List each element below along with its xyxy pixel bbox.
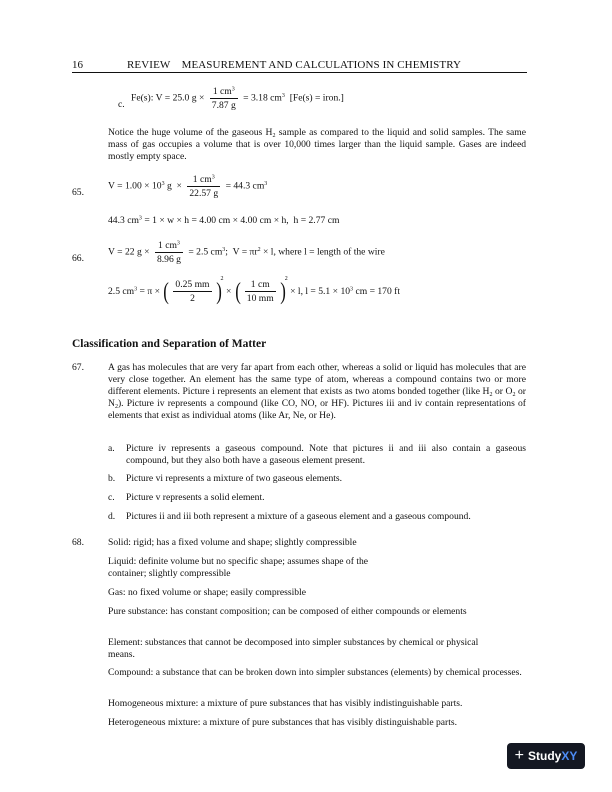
- problem-66-fraction-radius: $\frac{0.25 mm}{2}$: [175, 279, 210, 305]
- problem-67-b-label: b.: [108, 473, 116, 484]
- item-c-fraction: $\frac{1 cm^3}{7.87 g}$: [211, 86, 236, 111]
- page-number: 16: [72, 59, 83, 71]
- running-title: REVIEW MEASUREMENT AND CALCULATIONS IN CHEMISTRY: [127, 59, 462, 71]
- problem-66-line2: 2.5 $cm^3 = \pi$ × ( $\frac{0.25 mm}{2}$ )2 × ( $\frac{1 cm}{10 mm}$ )2 × l, $l = 5.1 \times 10^3$ cm = 170 ft: [108, 276, 401, 305]
- problem-67-d-text: Pictures ii and iii both represent a mixture of a gaseous element and a gaseous compound.: [126, 511, 471, 522]
- definition-pure-substance: Pure substance: has constant composition; can be composed of either compounds or elements: [108, 606, 467, 617]
- problem-67-text: A gas has molecules that are very far apart from each other, whereas a solid or liquid has molecules that are very close together. An element has the same type of atom, whereas a compound contains two or more different elements. Picture i represents an element that exists as two atoms bonded together (like $H_2$ or $O_2$ or $N_2$). Picture iv represents a compound (like CO, NO, or HF). Pictures iii and iv contain representations of elements that exist as individual atoms (like Ar, Ne, or He).: [108, 362, 526, 421]
- definition-compound: Compound: a substance that can be broken down into simpler substances (elements) by chemical processes.: [108, 667, 522, 678]
- problem-67-c-label: c.: [108, 492, 115, 503]
- plus-icon: +: [514, 747, 524, 764]
- item-c-notice: Notice the huge volume of the gaseous $H_2$ sample as compared to the liquid and solid samples. The same mass of gas occupies a volume that is over 10,000 times larger than the liquid sample. Gases are indeed mostly empty space.: [108, 127, 526, 162]
- problem-67-a-text: Picture iv represents a gaseous compound. Note that pictures ii and iii also contain a gaseous compound, but they also both have a gaseous element present.: [126, 443, 526, 466]
- definition-heterogeneous-mixture: Heterogeneous mixture: a mixture of pure substances that has visibly distinguishable parts.: [108, 717, 458, 728]
- problem-65-fraction: $\frac{1 cm^3}{22.57 g}$: [189, 174, 219, 199]
- problem-67-c-text: Picture v represents a solid element.: [126, 492, 265, 503]
- problem-66-fraction-conversion: $\frac{1 cm}{10 mm}$: [246, 279, 274, 305]
- problem-67-a-label: a.: [108, 443, 115, 454]
- problem-68-number: 68.: [72, 537, 84, 548]
- problem-65-line2: 44.3 $cm^3 = 1 \times w \times h = 4.00$ cm × 4.00 cm × h, h = 2.77 cm: [108, 215, 340, 226]
- definition-homogeneous-mixture: Homogeneous mixture: a mixture of pure substances that has visibly indistinguishable parts.: [108, 698, 463, 709]
- page-header: [72, 59, 527, 73]
- problem-66-fraction: $\frac{1 cm^3}{8.96 g}$: [156, 240, 181, 265]
- definition-element: Element: substances that cannot be decomposed into simpler substances by chemical or physical means.: [108, 637, 479, 660]
- problem-65-number: 65.: [72, 187, 84, 198]
- problem-67-number: 67.: [72, 362, 84, 373]
- definition-solid: Solid: rigid; has a fixed volume and shape; slightly compressible: [108, 537, 357, 548]
- problem-66-equation: V = 22 g × $\frac{1 cm^3}{8.96 g}$ = 2.5 $cm^3$; $V = \pi r^2 \times l$, where l = length of the wire: [108, 240, 385, 265]
- problem-67-b-text: Picture vi represents a mixture of two gaseous elements.: [126, 473, 343, 484]
- section-heading: Classification and Separation of Matter: [72, 338, 267, 350]
- problem-66-number: 66.: [72, 253, 84, 264]
- item-c-equation: Fe(s): V = 25.0 g × $\frac{1 cm^3}{7.87 g}$ = 3.18 $cm^3$ [Fe(s) = iron.]: [131, 86, 344, 111]
- problem-67-d-label: d.: [108, 511, 116, 522]
- studyxy-badge[interactable]: + Study XY: [507, 743, 585, 769]
- item-c-label: c.: [118, 99, 125, 110]
- definition-gas: Gas: no fixed volume or shape; easily compressible: [108, 587, 306, 598]
- definition-liquid: Liquid: definite volume but no specific shape; assumes shape of the container; slightly compressible: [108, 556, 369, 579]
- problem-65-equation: $V = 1.00 \times 10^3$ g × $\frac{1 cm^3}{22.57 g}$ = 44.3 $cm^3$: [108, 174, 268, 199]
- header-rule: [72, 72, 527, 73]
